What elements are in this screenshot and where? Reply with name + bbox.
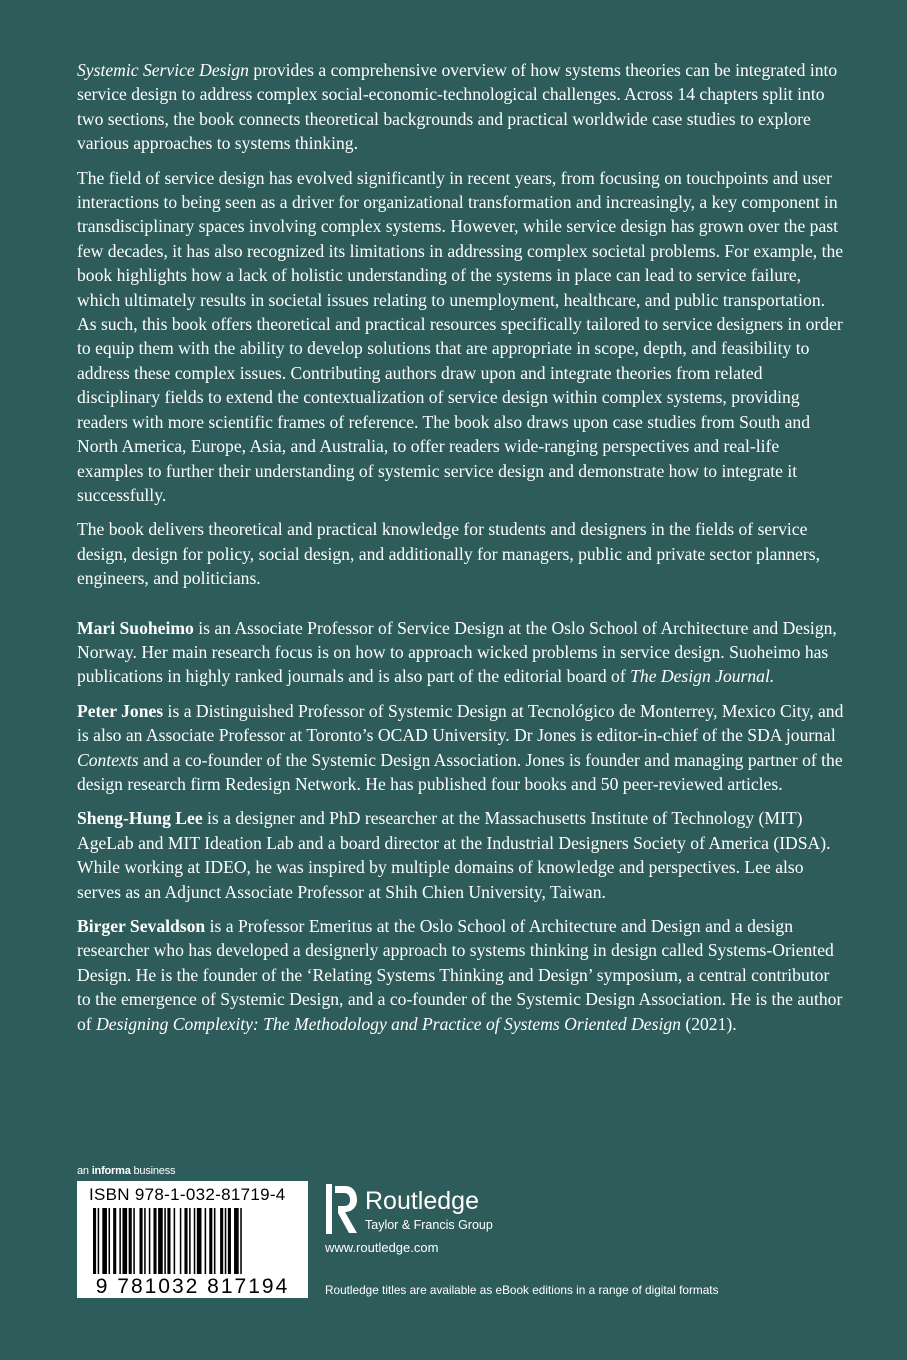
author-name: Sheng-Hung Lee	[77, 808, 203, 829]
barcode-bars	[93, 1208, 293, 1278]
ebook-availability-note: Routledge titles are available as eBook editions in a range of digital formats	[325, 1283, 719, 1297]
bio-end: (2021).	[680, 1013, 737, 1034]
bio-text: is a designer and PhD researcher at the Massachusetts Institute of Technology (MIT) AgeLab and MIT Ideation Lab and a board director at the Industrial Designers Society of America (IDSA). While working at IDEO, he was inspired by multiple domains of knowledge and perspectives. Lee also serves as an Adjunct Associate Professor at Shih Chien University, Taiwan.	[77, 808, 831, 902]
blurb-paragraph-3: The book delivers theoretical and practical knowledge for students and designers in the fields of service design, design for policy, social design, and additionally for managers, public and private sector planners, engineers, and politicians.	[77, 519, 820, 589]
routledge-logo-icon	[325, 1183, 359, 1237]
author-name: Peter Jones	[77, 700, 164, 721]
back-cover-text	[77, 58, 847, 1036]
barcode-digits: 9 781032 817194	[95, 1275, 290, 1298]
informa-brand: informa	[91, 1165, 131, 1177]
author-bio-sevaldson	[77, 914, 847, 1036]
informa-prefix: an	[77, 1165, 92, 1177]
journal-title: Contexts	[77, 749, 139, 770]
blurb-paragraph-1	[77, 58, 847, 156]
bio-text: is a Professor Emeritus at the Oslo School of Architecture and Design and a design researcher who has developed a designerly approach to systems thinking in design called Systems-Oriented Design. He is the founder of the ‘Relating Systems Thinking and Design’ symposium, a central contributor to the emergence of Systemic Design, and a co-founder of the Systemic Design Association. He is the author of	[77, 916, 843, 1034]
publisher-group: Taylor & Francis Group	[365, 1218, 493, 1232]
publisher-name: Routledge	[365, 1187, 479, 1215]
book-title: Systemic Service Design	[77, 60, 249, 80]
author-bio-suoheimo	[77, 616, 847, 689]
informa-suffix: business	[130, 1165, 176, 1177]
bio-end: .	[769, 666, 775, 687]
bio-end: and a co-founder of the Systemic Design Association. Jones is founder and managing partner of the design research firm Redesign Network. He has published four books and 50 peer-reviewed articles.	[77, 749, 843, 794]
blurb-paragraph-2: The field of service design has evolved significantly in recent years, from focusing on touchpoints and user interactions to being seen as a driver for organizational transformation and increasingly, a key component in transdisciplinary spaces involving complex systems. However, while service design has grown over the past few decades, it has also recognized its limitations in addressing complex societal problems. For example, the book highlights how a lack of holistic understanding of the systems in place can lead to service failure, which ultimately results in societal issues relating to unemployment, healthcare, and public transportation. As such, this book offers theoretical and practical resources specifically tailored to service designers in order to equip them with the ability to develop solutions that are appropriate in scope, depth, and feasibility to address these complex issues. Contributing authors draw upon and integrate theories from related disciplinary fields to extend the contextualization of service design within complex systems, providing readers with more scientific frames of reference. The book also draws upon case studies from South and North America, Europe, Asia, and Australia, to offer readers wide-ranging perspectives and real-life examples to further their understanding of systemic service design and demonstrate how to integrate it successfully.	[77, 167, 844, 505]
author-name: Birger Sevaldson	[77, 916, 206, 936]
journal-title: The Design Journal	[630, 666, 770, 687]
blurb-p1-text: provides a comprehensive overview of how systems theories can be integrated into service design to address complex social-economic-technological challenges. Across 14 chapters split into two sections, the book connects theoretical backgrounds and practical worldwide case studies to explore various approaches to systems thinking.	[77, 60, 838, 154]
author-bio-jones	[77, 699, 847, 797]
informa-business-label	[77, 1165, 175, 1177]
isbn-barcode	[77, 1181, 308, 1298]
isbn-number: ISBN 978-1-032-81719-4	[89, 1185, 286, 1204]
publisher-url[interactable]: www.routledge.com	[325, 1240, 439, 1255]
book-reference: Designing Complexity: The Methodology and Practice of Systems Oriented Design	[96, 1013, 681, 1034]
bio-text: is an Associate Professor of Service Design at the Oslo School of Architecture and Design, Norway. Her main research focus is on how to approach wicked problems in service design. Suoheimo has publications in highly ranked journals and is also part of the editorial board of	[77, 617, 837, 687]
author-name: Mari Suoheimo	[77, 617, 194, 638]
author-bio-lee	[77, 806, 847, 904]
bio-text: is a Distinguished Professor of Systemic Design at Tecnológico de Monterrey, Mexico City, and is also an Associate Professor at Toronto’s OCAD University. Dr Jones is editor-in-chief of the SDA journal	[77, 700, 844, 746]
